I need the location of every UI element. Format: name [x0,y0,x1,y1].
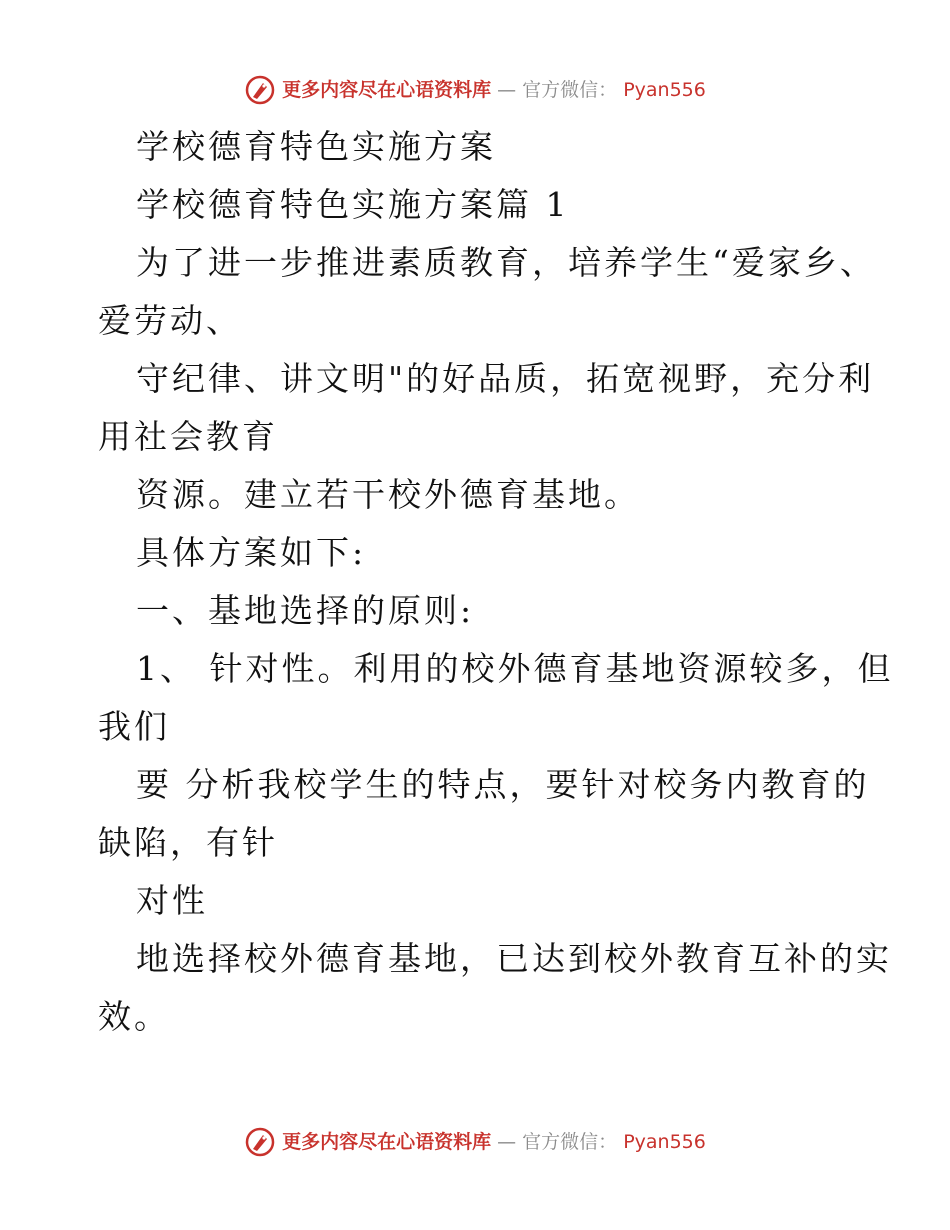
paragraph-line: 用社会教育 [98,417,278,456]
watermark-brand-text: 更多内容尽在心语资料库 [282,79,492,101]
document-body [98,118,894,1046]
pen-nib-logo-icon [244,74,276,106]
paragraph-line: 地选择校外德育基地，已达到校外教育互补的实 [136,939,892,978]
footer-watermark [0,1126,950,1158]
header-watermark [0,74,950,106]
watermark-dash: — [497,1131,517,1153]
watermark-wechat-id: Pyan556 [623,79,706,101]
paragraph-line: 1、 针对性。利用的校外德育基地资源较多，但 [136,649,894,688]
watermark-official-text: 官方微信： [522,79,618,101]
paragraph-line: 效。 [98,997,170,1036]
paragraph-line: 为了进一步推进素质教育，培养学生“爱家乡、 [136,243,876,282]
watermark-brand-text: 更多内容尽在心语资料库 [282,1131,492,1153]
paragraph-line: 对性 [136,881,208,920]
paragraph-line: 资源。建立若干校外德育基地。 [136,475,640,514]
paragraph-line: 守纪律、讲文明"的好品质，拓宽视野，充分利 [136,359,875,398]
paragraph-line: 爱劳动、 [98,301,242,340]
section-heading: 学校德育特色实施方案篇 1 [136,185,570,224]
paragraph-line: 具体方案如下: [136,533,367,572]
watermark-official-text: 官方微信： [522,1131,618,1153]
subheading: 一、基地选择的原则: [136,591,475,630]
watermark-wechat-id: Pyan556 [623,1131,706,1153]
paragraph-line: 要 分析我校学生的特点，要针对校务内教育的 [136,765,870,804]
watermark-dash: — [497,79,517,101]
paragraph-line: 缺陷，有针 [98,823,278,862]
document-title: 学校德育特色实施方案 [136,127,496,166]
paragraph-line: 我们 [98,707,170,746]
pen-nib-logo-icon [244,1126,276,1158]
